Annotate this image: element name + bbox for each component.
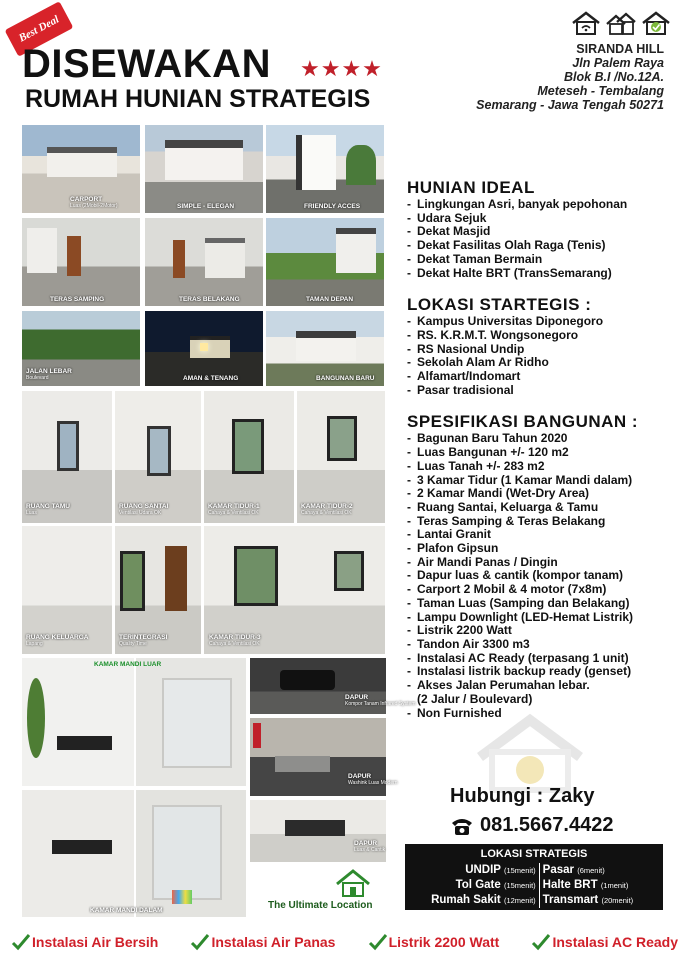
photo-caption: TAMAN DEPAN	[306, 296, 354, 303]
photo-kamar-mandi-luar	[22, 658, 246, 786]
green-house-icon	[335, 868, 371, 898]
footer-item: Instalasi Air Panas	[191, 934, 335, 950]
location-box	[405, 844, 663, 910]
tagline: The Ultimate Location	[268, 900, 373, 911]
footer-item: Instalasi Air Bersih	[12, 934, 158, 950]
photo-caption: TERAS SAMPING	[50, 296, 105, 303]
list-item: - Pasar tradisional	[407, 382, 514, 397]
houses-icon	[605, 10, 637, 36]
section-hunian-ideal	[407, 178, 677, 280]
photo-caption: RUANG TAMU Luas	[26, 503, 70, 516]
list-item: - 3 Kamar Tidur (1 Kamar Mandi dalam)	[407, 472, 633, 487]
subtitle: RUMAH HUNIAN STRATEGIS	[25, 85, 371, 113]
list-item: - Dekat Masjid	[407, 224, 491, 239]
footer-features	[12, 934, 678, 950]
zp-house-logo	[470, 712, 590, 792]
photo-friendly-acces	[266, 125, 384, 213]
section-heading: SPESIFIKASI BANGUNAN :	[407, 412, 639, 432]
photo-caption: RUANG KELUARGA Lapang	[26, 634, 89, 647]
table-row: UNDIP (15menit) Pasar (6menit)	[405, 863, 663, 878]
footer-item: Listrik 2200 Watt	[369, 934, 500, 950]
photo-ruang-tamu	[22, 391, 112, 523]
section-heading: LOKASI STARTEGIS :	[407, 295, 592, 315]
section-spesifikasi	[407, 412, 677, 720]
list-item: - Kampus Universitas Diponegoro	[407, 314, 604, 329]
house-icons	[570, 10, 672, 36]
list-item: - Dekat Halte BRT (TransSemarang)	[407, 265, 612, 280]
list-item: - Air Mandi Panas / Dingin	[407, 554, 558, 569]
photo-kamar-tidur-1	[204, 391, 294, 523]
photo-caption: CARPORT Luas (2Mobil-2Motor)	[70, 196, 118, 209]
photo-caption: KAMAR MANDI DALAM	[90, 907, 163, 914]
address-block	[476, 42, 664, 112]
address-line: SIRANDA HILL	[576, 42, 664, 56]
check-icon	[12, 934, 30, 950]
list-item: - Luas Bangunan +/- 120 m2	[407, 445, 569, 460]
photo-caption: DAPUR Kompor Tanam Infrared System	[345, 694, 416, 707]
photo-caption: KAMAR TIDUR-3 Cahaya & Ventilasi OK	[209, 634, 261, 647]
photo-caption: RUANG SANTAI Ventilasi Udara OK	[119, 503, 169, 516]
badge-text: Best Deal	[16, 13, 62, 45]
photo-taman-depan	[266, 218, 384, 306]
list-item: - Taman Luas (Samping dan Belakang)	[407, 595, 630, 610]
list-item: - Teras Samping & Teras Belakang	[407, 513, 606, 528]
list-item: - Sekolah Alam Ar Ridho	[407, 355, 549, 370]
address-line: Blok B.I /No.12A.	[563, 70, 664, 84]
list-item: - Dekat Taman Bermain	[407, 251, 543, 266]
photo-teras-samping	[22, 218, 140, 306]
phone-text: 081.5667.4422	[480, 814, 614, 836]
list-item: - Tandon Air 3300 m3	[407, 636, 530, 651]
photo-terintegrasi	[115, 526, 201, 654]
list-item: - Akses Jalan Perumahan lebar.	[407, 678, 590, 693]
list-item: - Ruang Santai, Keluarga & Tamu	[407, 499, 599, 514]
check-icon	[532, 934, 550, 950]
address-line: Jln Palem Raya	[572, 56, 664, 70]
photo-caption: DAPUR Washink Luas Modern	[348, 773, 398, 786]
list-item: - Plafon Gipsun	[407, 541, 499, 556]
photo-dapur-luas	[250, 800, 386, 862]
photo-caption: TERAS BELAKANG	[179, 296, 240, 303]
photo-ruang-santai	[115, 391, 201, 523]
photo-kamar-tidur-2	[297, 391, 385, 523]
rating-stars: ★★★★	[300, 56, 383, 81]
contact-block	[450, 785, 613, 837]
photo-caption: TERINTEGRASI Quality Time	[119, 634, 168, 647]
wifi-house-icon	[570, 10, 602, 36]
list-item: - Alfamart/Indomart	[407, 369, 521, 384]
location-table	[405, 863, 663, 908]
photo-caption: KAMAR MANDI LUAR	[94, 661, 162, 668]
list-item: - Instalasi AC Ready (terpasang 1 unit)	[407, 650, 629, 665]
photo-dapur-washink	[250, 718, 398, 796]
photo-ruang-keluarga	[22, 526, 112, 654]
photo-kamar-mandi-dalam	[22, 790, 246, 917]
phone-number[interactable]	[450, 814, 613, 837]
list-item: - Carport 2 Mobil & 4 motor (7x8m)	[407, 582, 607, 597]
photo-caption: KAMAR TIDUR-1 Cahaya & Ventilasi OK	[208, 503, 260, 516]
photo-carport	[22, 125, 140, 213]
list-item: - Udara Sejuk	[407, 210, 487, 225]
list-item: - Non Furnished	[407, 705, 502, 720]
list-item: - RS. K.R.M.T. Wongsonegoro	[407, 327, 579, 342]
table-row: Tol Gate (15menit) Halte BRT (1menit)	[405, 878, 663, 893]
address-line: Semarang - Jawa Tengah 50271	[476, 98, 664, 112]
list-item: - Dapur luas & cantik (kompor tanam)	[407, 568, 624, 583]
list-item: - Instalasi listrik backup ready (genset)	[407, 664, 632, 679]
photo-kamar-tidur-3	[204, 526, 385, 654]
contact-label: Hubungi : Zaky	[450, 785, 595, 807]
check-icon	[369, 934, 387, 950]
list-item: (2 Jalur / Boulevard)	[417, 691, 533, 706]
list-item: - 2 Kamar Mandi (Wet-Dry Area)	[407, 486, 590, 501]
list-item: - Dekat Fasilitas Olah Raga (Tenis)	[407, 238, 606, 253]
photo-dapur-kompor	[250, 658, 416, 714]
list-item: - Lampu Downlight (LED-Hemat Listrik)	[407, 609, 633, 624]
photo-jalan-lebar	[22, 311, 140, 386]
photo-caption: SIMPLE - ELEGAN	[177, 203, 235, 210]
table-row: Rumah Sakit (12menit) Transmart (20menit)	[405, 893, 663, 908]
telephone-icon	[450, 816, 474, 836]
check-icon	[191, 934, 209, 950]
location-heading: LOKASI STRATEGIS	[480, 848, 588, 860]
address-line: Meteseh - Tembalang	[537, 84, 664, 98]
list-item: - Luas Tanah +/- 283 m2	[407, 458, 545, 473]
list-item: - Listrik 2200 Watt	[407, 623, 512, 638]
photo-bangunan-baru	[266, 311, 384, 386]
section-lokasi	[407, 295, 677, 397]
photo-caption: DAPUR Luas & Cantik	[354, 840, 386, 853]
main-title: DISEWAKAN	[22, 42, 271, 86]
photo-caption: AMAN & TENANG	[183, 375, 239, 382]
photo-aman-tenang	[145, 311, 263, 386]
section-heading: HUNIAN IDEAL	[407, 178, 535, 197]
footer-item: Instalasi AC Ready	[532, 934, 678, 950]
photo-caption: BANGUNAN BARU	[316, 375, 375, 382]
photo-caption: JALAN LEBAR Boulevard	[26, 368, 72, 381]
photo-caption: KAMAR TIDUR-2 Cahaya & Ventilasi OK	[301, 503, 353, 516]
feature-list	[407, 178, 677, 720]
list-item: - Lingkungan Asri, banyak pepohonan	[407, 197, 628, 211]
photo-simple-elegan	[145, 125, 263, 213]
list-item: - RS Nasional Undip	[407, 341, 525, 356]
check-house-icon	[640, 10, 672, 36]
list-item: - Bagunan Baru Tahun 2020	[407, 431, 568, 446]
list-item: - Lantai Granit	[407, 527, 492, 542]
photo-caption: FRIENDLY ACCES	[304, 203, 361, 210]
photo-teras-belakang	[145, 218, 263, 306]
